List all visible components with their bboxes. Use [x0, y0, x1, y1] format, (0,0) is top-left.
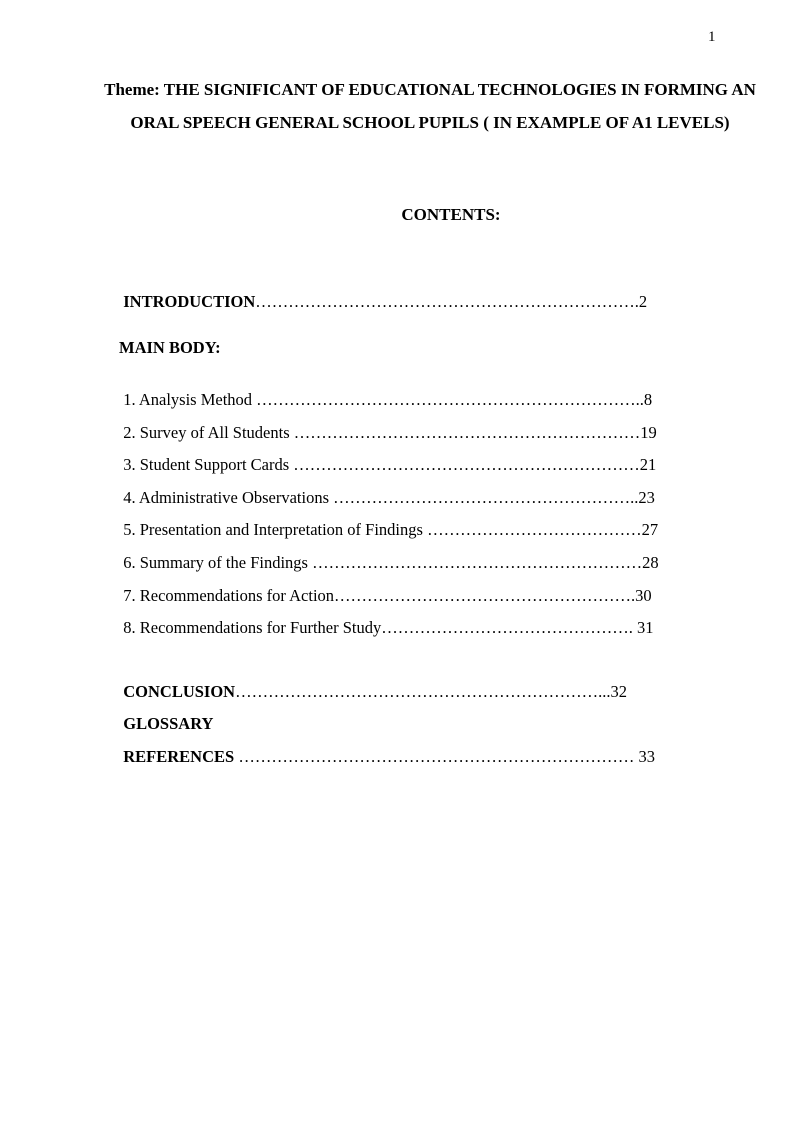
- toc-leader: ……………………………………………….: [334, 586, 636, 605]
- toc-page: 27: [641, 520, 659, 539]
- contents-heading: CONTENTS:: [401, 205, 501, 224]
- toc-page: 21: [639, 455, 657, 474]
- toc-label: 3. Student Support Cards: [123, 455, 294, 474]
- toc-label: REFERENCES: [123, 747, 235, 766]
- toc-label: 1. Analysis Method: [123, 390, 257, 409]
- toc-label: INTRODUCTION: [123, 292, 256, 311]
- toc-leader: …………………………………………………………….: [255, 292, 639, 311]
- toc-label: 6. Summary of the Findings: [123, 553, 313, 572]
- toc-page: 2: [638, 292, 648, 311]
- toc-page: 30: [635, 586, 652, 605]
- toc-leader: ……………………………………….: [381, 618, 638, 637]
- document-title: [100, 74, 760, 139]
- toc-leader: …………………………………………………………...: [235, 682, 611, 701]
- toc-page: 32: [610, 682, 627, 701]
- toc-leader: ………………………………………………………………: [234, 747, 639, 766]
- title-prefix: Theme:: [104, 80, 164, 99]
- page-number: 1: [708, 29, 716, 45]
- toc-page: 23: [638, 488, 655, 507]
- toc-page: 31: [637, 618, 654, 637]
- toc-leader: ……………………………………………………: [312, 553, 643, 572]
- main-body-heading: MAIN BODY:: [119, 338, 221, 357]
- toc-entry-introduction: [115, 272, 647, 312]
- toc-label: 7. Recommendations for Action: [123, 586, 335, 605]
- toc-leader: ………………………………………………..: [333, 488, 639, 507]
- toc-page: 33: [638, 747, 655, 766]
- toc-leader: …………………………………: [427, 520, 642, 539]
- toc-page: 19: [640, 423, 657, 442]
- toc-leader: ………………………………………………………: [293, 455, 640, 474]
- toc-page: 28: [642, 553, 659, 572]
- toc-label: 2. Survey of All Students: [123, 423, 294, 442]
- toc-leader: ……………………………………………………………..: [256, 390, 644, 409]
- toc-label: 5. Presentation and Interpretation of Findings: [123, 520, 428, 539]
- toc-label: GLOSSARY: [123, 714, 214, 733]
- toc-label: CONCLUSION: [123, 682, 236, 701]
- toc-entry: [115, 598, 654, 638]
- toc-label: 8. Recommendations for Further Study: [123, 618, 382, 637]
- toc-leader: ………………………………………………………: [293, 423, 641, 442]
- toc-page: 8: [643, 390, 653, 409]
- toc-label: 4. Administrative Observations: [123, 488, 334, 507]
- title-text: THE SIGNIFICANT OF EDUCATIONAL TECHNOLOGIES IN FORMING AN ORAL SPEECH GENERAL SCHOOL PUPILS ( IN EXAMPLE OF A1 LEVELS): [130, 80, 756, 132]
- toc-entry-references: [115, 727, 655, 767]
